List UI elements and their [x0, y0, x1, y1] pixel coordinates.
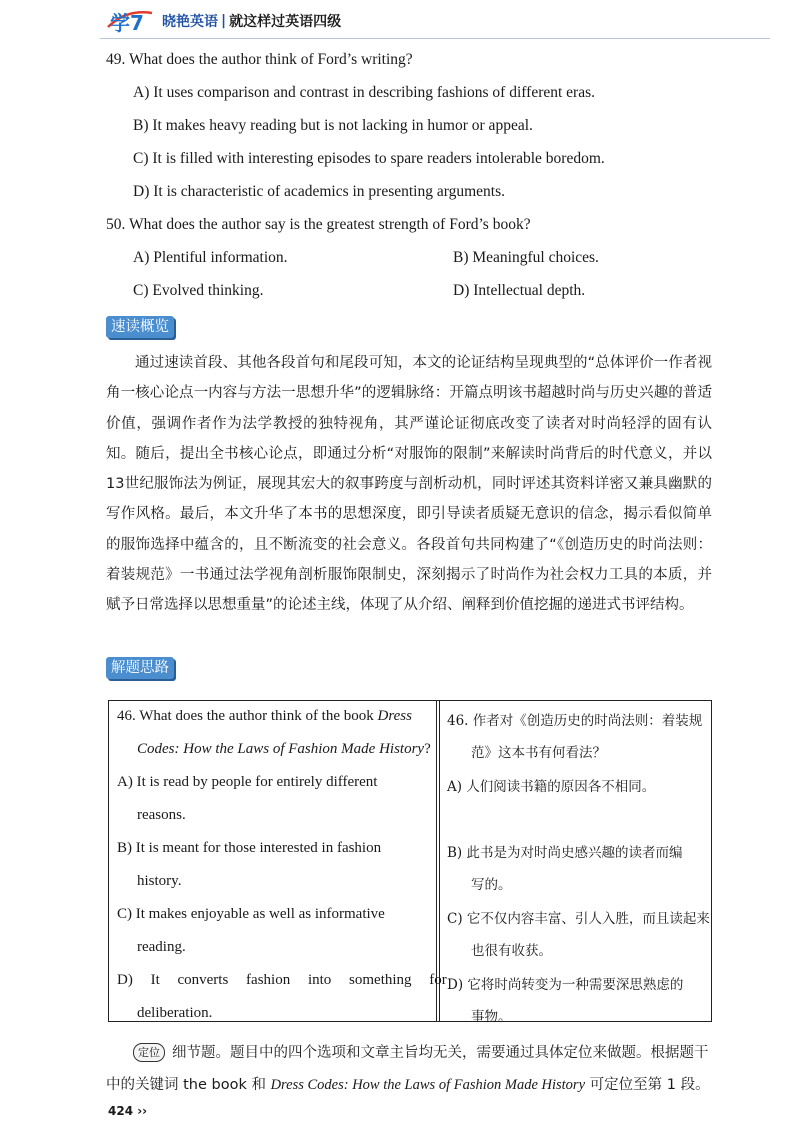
question-49-option-a: A) It uses comparison and contrast in describing fashions of different eras. — [133, 84, 596, 101]
table-cn-stem: 46. 作者对《创造历史的时尚法则：着装规 — [447, 713, 703, 729]
table-en-stem-line2: Codes: How the Laws of Fashion Made History? — [137, 741, 431, 757]
question-50-option-c: C) Evolved thinking. — [133, 282, 264, 299]
table-cn-option-d: D) 它将时尚转变为一种需要深思熟虑的 — [447, 977, 684, 993]
brand-logo — [106, 7, 160, 35]
locate-text-line1: 细节题。题目中的四个选项和文章主旨均无关，需要通过具体定位来做题。根据题干 — [172, 1045, 709, 1061]
overview-section-tag: 速读概览 — [106, 316, 174, 338]
question-50-option-b: B) Meaningful choices. — [453, 249, 599, 266]
table-en-option-a: A) It is read by people for entirely different — [117, 774, 378, 790]
table-cn-option-b-cont: 写的。 — [471, 877, 512, 893]
question-49-option-d: D) It is characteristic of academics in presenting arguments. — [133, 183, 506, 200]
table-en-option-b-cont: history. — [137, 873, 182, 889]
table-cn-option-c: C) 它不仅内容丰富、引人入胜，而且读起来 — [447, 911, 710, 927]
overview-summary: 通过速读首段、其他各段首句和尾段可知，本文的论证结构呈现典型的“总体评价一作者视角一核心论点一内容与方法一思想升华”的逻辑脉络：开篇点明该书超越时尚与历史兴趣的普适价值，强调作者作为法学教授的独特视角，其严谨论证彻底改变了读者对时尚轻浮的固有认知。随后，提出全书核心论点，即通过分析“对服饰的限制”来解读时尚背后的时代意义，并以13世纪服饰法为例证，展现其宏大的叙事跨度与剖析动机，同时评述其资料详密又兼具幽默的写作风格。最后，本文升华了本书的思想深度，即引导读者质疑无意识的信念，揭示看似简单的服饰选择中蕴含的，且不断流变的社会意义。各段首句共同构建了“《创造历史的时尚法则：着装规范》一书通过法学视角剖析服饰限制史，深刻揭示了时尚作为社会权力工具的本质，并赋予日常选择以思想重量”的论述主线，体现了从介绍、阐释到价值挖掘的递进式书评结构。 — [106, 355, 712, 614]
table-en-option-d: D) It converts fashion into something for — [117, 972, 447, 988]
question-50-option-d: D) Intellectual depth. — [453, 282, 586, 299]
table-en-option-c-cont: reading. — [137, 939, 186, 955]
logo-text: 学7 — [110, 11, 144, 35]
question-49-option-b: B) It makes heavy reading but is not lacking in humor or appeal. — [133, 117, 533, 134]
question-49-stem: 49. What does the author think of Ford’s writing? — [106, 51, 413, 68]
page-number: 424 ›› — [108, 1104, 148, 1118]
table-en-option-d-cont: deliberation. — [137, 1005, 213, 1021]
header-separator: | — [221, 13, 227, 29]
locate-text-line2: 中的关键词 the book 和 Dress Codes: How the Laws of Fashion Made History 可定位至第 1 段。 — [106, 1077, 710, 1093]
table-en-option-b: B) It is meant for those interested in fashion — [117, 840, 382, 856]
header-slogan: 就这样过英语四级 — [229, 14, 342, 30]
question-50-option-a: A) Plentiful information. — [133, 249, 288, 266]
solution-section-tag: 解题思路 — [106, 657, 174, 679]
logo-icon — [106, 7, 160, 35]
question-50-stem: 50. What does the author say is the greatest strength of Ford’s book? — [106, 216, 531, 233]
table-en-option-a-cont: reasons. — [137, 807, 186, 823]
table-cn-option-b: B) 此书是为对时尚史感兴趣的读者而编 — [447, 845, 683, 861]
header-rule — [100, 38, 770, 39]
brand-name: 晓艳英语 — [162, 14, 218, 30]
table-en-stem-line1: 46. What does the author think of the book Dress — [117, 708, 412, 724]
table-cn-option-d-cont: 事物。 — [471, 1009, 512, 1025]
question-46-table — [108, 700, 712, 1025]
table-cn-stem-cont: 范》这本书有何看法？ — [471, 745, 606, 761]
table-en-option-c: C) It makes enjoyable as well as informative — [117, 906, 385, 922]
page-header — [106, 4, 341, 38]
question-49-option-c: C) It is filled with interesting episodes to spare readers intolerable boredom. — [133, 150, 605, 167]
locate-tag: 定位 — [133, 1043, 165, 1062]
table-cn-option-a: A) 人们阅读书籍的原因各不相同。 — [447, 779, 656, 795]
table-cn-option-c-cont: 也很有收获。 — [471, 943, 552, 959]
